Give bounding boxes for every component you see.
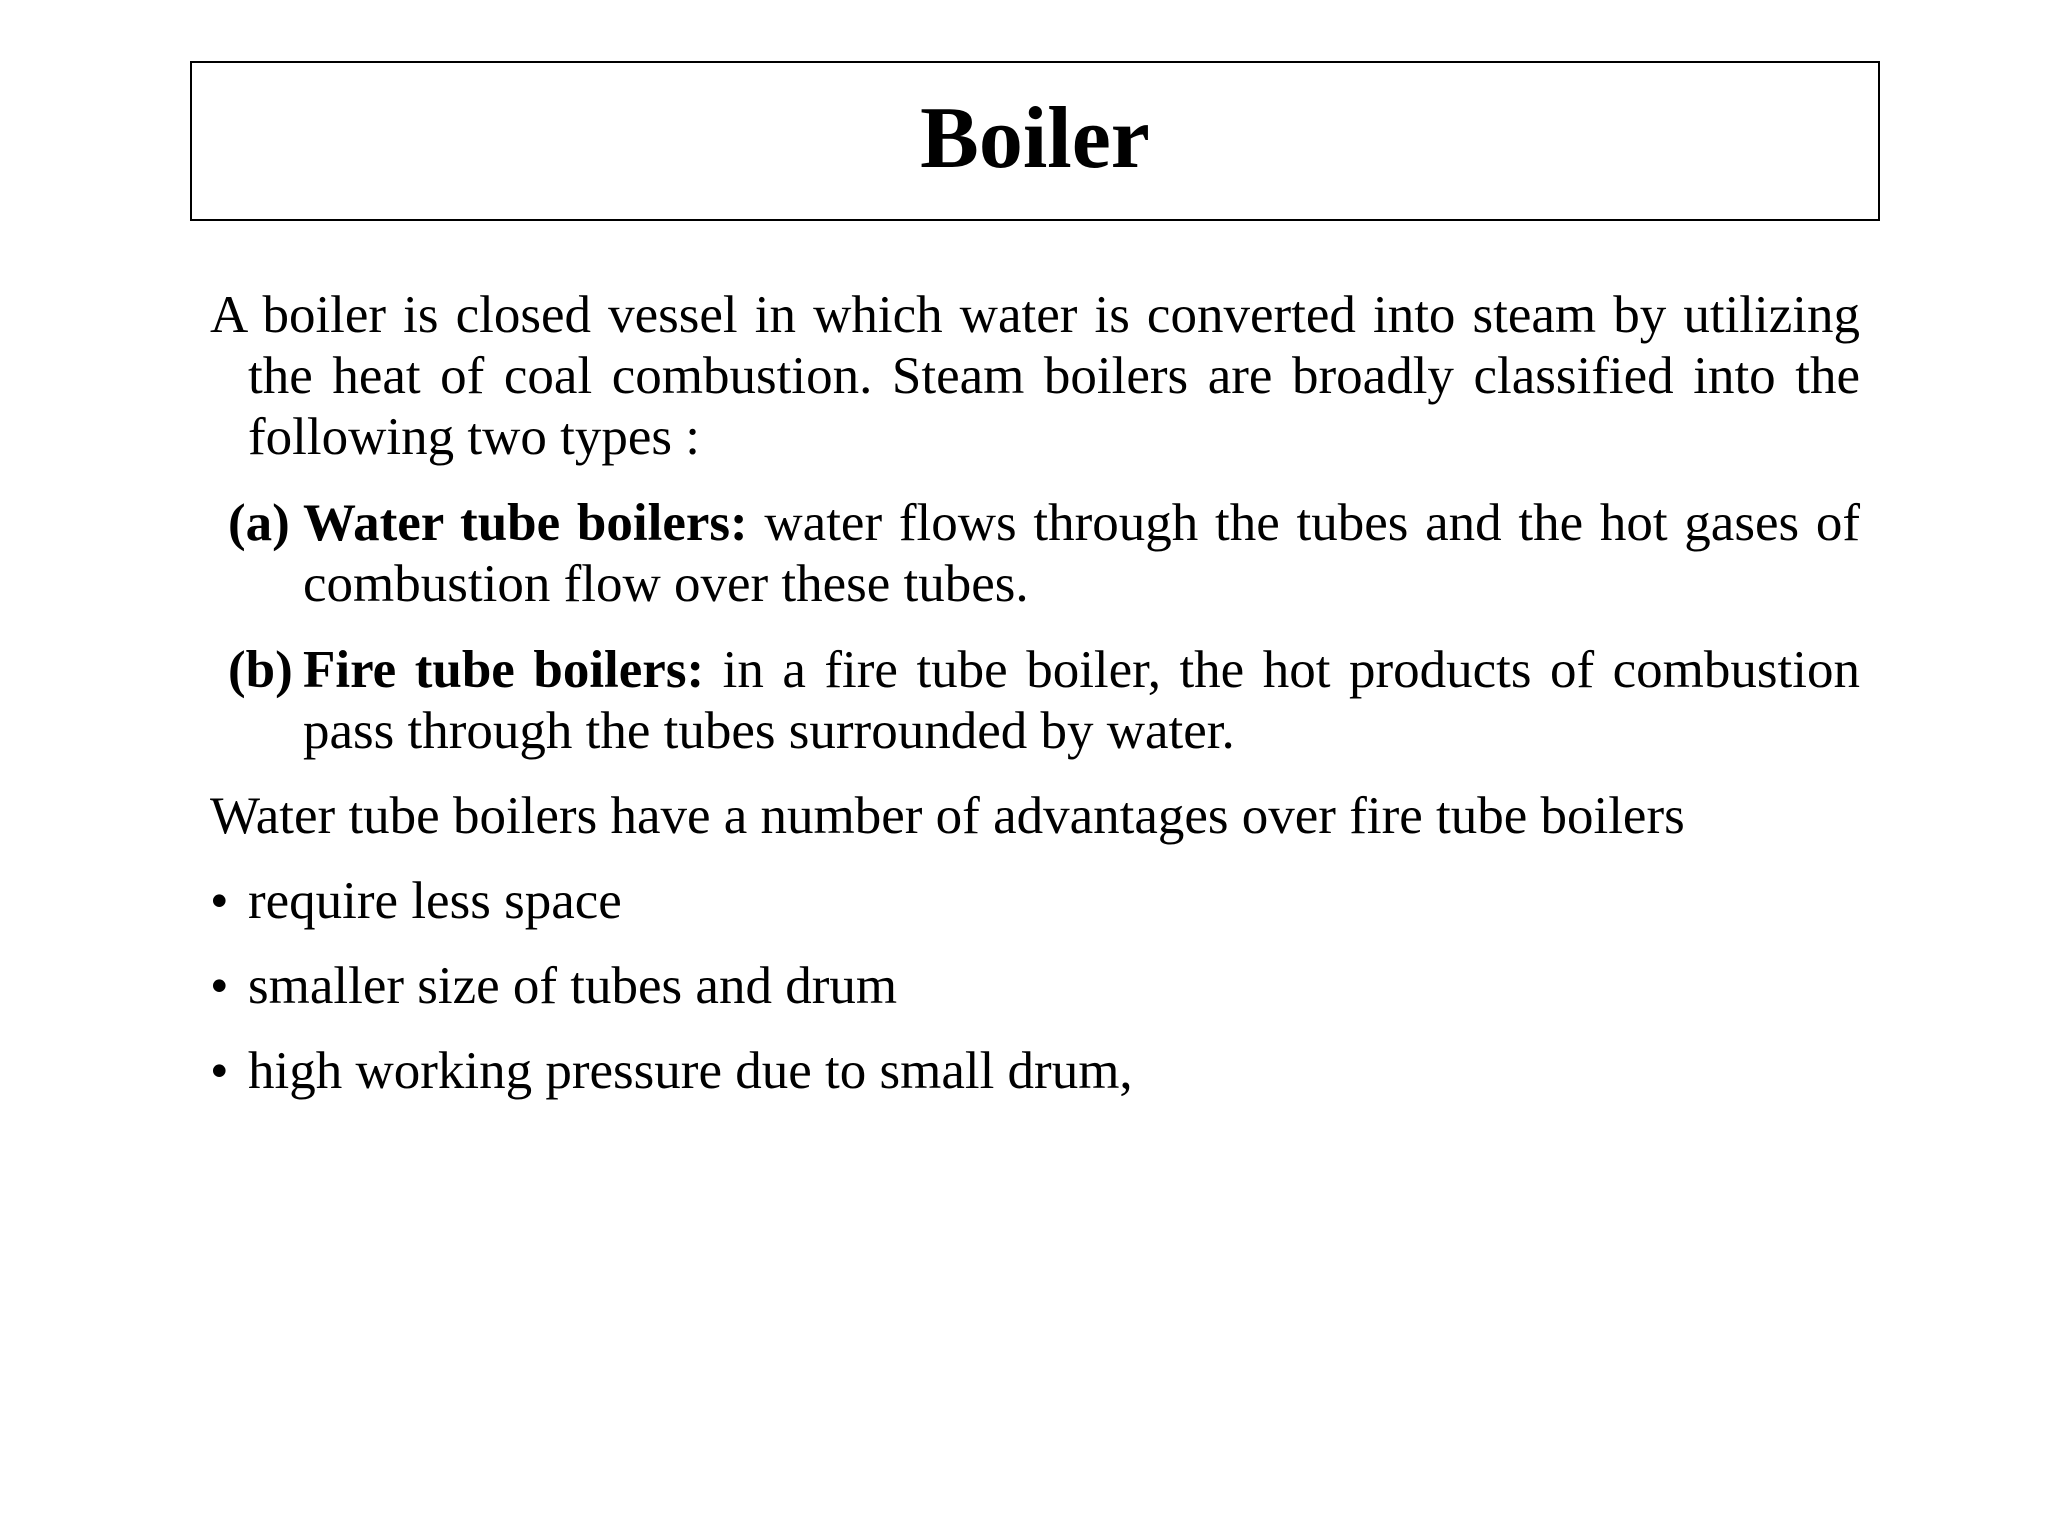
- slide-content: [210, 285, 1860, 1102]
- type-text: water flows through the tubes and the hot gases of combustion flow over these tubes.: [303, 494, 1860, 613]
- list-item-text: require less space: [248, 872, 622, 930]
- bullet-icon: •: [210, 957, 229, 1015]
- list-item-text: high working pressure due to small drum,: [248, 1042, 1133, 1100]
- boiler-type-item-b: [210, 640, 1860, 762]
- list-item: [210, 956, 1860, 1017]
- advantages-summary: Water tube boilers have a number of advantages over fire tube boilers: [210, 787, 1685, 845]
- type-text: in a fire tube boiler, the hot products of combustion pass through the tubes surrounded by water.: [303, 641, 1860, 760]
- slide-title: Boiler: [920, 90, 1150, 187]
- type-description: [303, 640, 1860, 762]
- type-label: (b): [228, 641, 293, 699]
- bullet-icon: •: [210, 1042, 229, 1100]
- bullet-icon: •: [210, 872, 229, 930]
- type-description: [303, 493, 1860, 615]
- advantages-list: [210, 871, 1860, 1102]
- list-item: [210, 871, 1860, 932]
- list-item-text: smaller size of tubes and drum: [248, 957, 898, 1015]
- type-heading: Water tube boilers:: [303, 494, 748, 552]
- list-item: [210, 1041, 1860, 1102]
- intro-paragraph: A boiler is closed vessel in which water is converted into steam by utilizing the heat of coal combustion. Steam boilers are broadly classified into the following two types :: [210, 286, 1860, 466]
- title-box: [190, 61, 1880, 221]
- type-heading: Fire tube boilers:: [303, 641, 705, 699]
- type-label: (a): [228, 494, 290, 552]
- boiler-type-item-a: [210, 493, 1860, 615]
